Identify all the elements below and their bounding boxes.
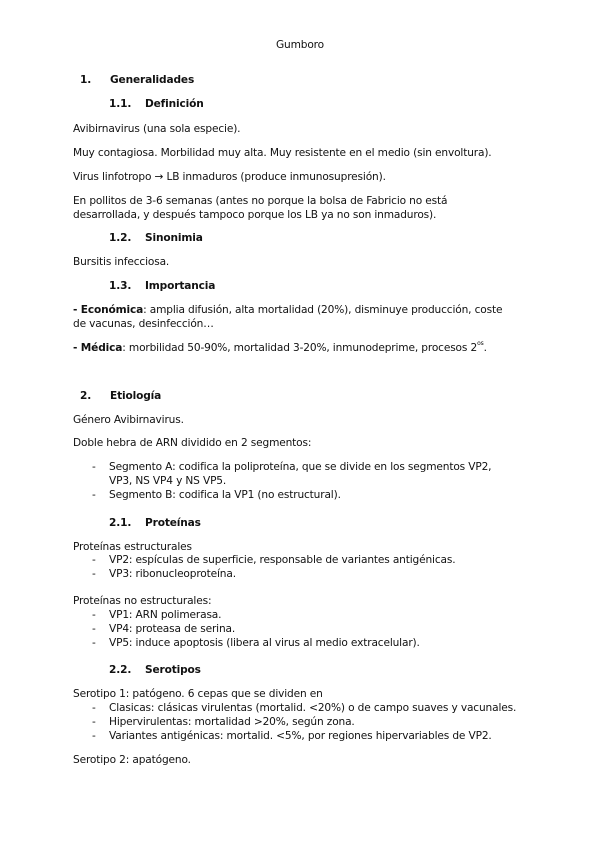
list-bullet: - xyxy=(92,637,96,649)
paragraph: Muy contagiosa. Morbilidad muy alta. Muy resistente en el medio (sin envoltura). xyxy=(73,147,492,159)
section-number: 1. xyxy=(80,74,92,86)
medica-label: - Médica xyxy=(73,342,123,354)
paragraph: Avibirnavirus (una sola especie). xyxy=(73,123,241,135)
subsection-number: 1.2. xyxy=(109,232,132,244)
list-bullet: - xyxy=(92,609,96,621)
paragraph: Género Avibirnavirus. xyxy=(73,414,184,426)
list-item: VP2: espículas de superficie, responsable de variantes antigénicas. xyxy=(109,554,456,566)
economica-label: - Económica xyxy=(73,304,144,316)
section-heading-etiologia: Etiología xyxy=(110,390,162,402)
subsection-number: 2.1. xyxy=(109,517,132,529)
subsection-number: 1.1. xyxy=(109,98,132,110)
paragraph: Proteínas no estructurales: xyxy=(73,595,212,607)
list-item: Segmento A: codifica la poliproteína, que se divide en los segmentos VP2, xyxy=(109,461,492,473)
paragraph-economica: - Económica: amplia difusión, alta mortalidad (20%), disminuye producción, coste xyxy=(73,304,503,316)
list-bullet: - xyxy=(92,730,96,742)
subsection-heading-importancia: Importancia xyxy=(145,280,216,292)
list-bullet: - xyxy=(92,461,96,473)
subsection-heading-definicion: Definición xyxy=(145,98,204,110)
subsection-number: 1.3. xyxy=(109,280,132,292)
list-item: Hipervirulentas: mortalidad >20%, según zona. xyxy=(109,716,355,728)
paragraph: En pollitos de 3-6 semanas (antes no porque la bolsa de Fabricio no está xyxy=(73,195,448,207)
list-bullet: - xyxy=(92,568,96,580)
section-number: 2. xyxy=(80,390,92,402)
subsection-heading-sinonimia: Sinonimia xyxy=(145,232,203,244)
list-item: VP5: induce apoptosis (libera al virus al medio extracelular). xyxy=(109,637,420,649)
subsection-number: 2.2. xyxy=(109,664,132,676)
paragraph: desarrollada, y después tampoco porque los LB ya no son inmaduros). xyxy=(73,209,437,221)
paragraph: Serotipo 2: apatógeno. xyxy=(73,754,191,766)
paragraph: Proteínas estructurales xyxy=(73,541,192,553)
paragraph: Virus linfotropo → LB inmaduros (produce inmunosupresión). xyxy=(73,171,386,183)
list-item: VP3: ribonucleoproteína. xyxy=(109,568,236,580)
list-bullet: - xyxy=(92,716,96,728)
section-heading-generalidades: Generalidades xyxy=(110,74,195,86)
list-item: VP1: ARN polimerasa. xyxy=(109,609,222,621)
subsection-heading-serotipos: Serotipos xyxy=(145,664,201,676)
list-bullet: - xyxy=(92,702,96,714)
page-title: Gumboro xyxy=(275,39,324,51)
paragraph: Serotipo 1: patógeno. 6 cepas que se dividen en xyxy=(73,688,323,700)
paragraph: Doble hebra de ARN dividido en 2 segmentos: xyxy=(73,437,312,449)
paragraph: Bursitis infecciosa. xyxy=(73,256,170,268)
paragraph: de vacunas, desinfección… xyxy=(73,318,214,330)
list-bullet: - xyxy=(92,489,96,501)
list-item: Variantes antigénicas: mortalid. <5%, por regiones hipervariables de VP2. xyxy=(109,730,492,742)
list-bullet: - xyxy=(92,623,96,635)
subsection-heading-proteinas: Proteínas xyxy=(145,517,201,529)
list-item: VP4: proteasa de serina. xyxy=(109,623,236,635)
list-item: Segmento B: codifica la VP1 (no estructural). xyxy=(109,489,341,501)
list-bullet: - xyxy=(92,554,96,566)
paragraph-medica: - Médica: morbilidad 50-90%, mortalidad 3-20%, inmunodeprime, procesos $2^{os}$. xyxy=(73,340,487,354)
list-item: VP3, NS VP4 y NS VP5. xyxy=(109,475,227,487)
list-item: Clasicas: clásicas virulentas (mortalid. <20%) o de campo suaves y vacunales. xyxy=(109,702,517,714)
